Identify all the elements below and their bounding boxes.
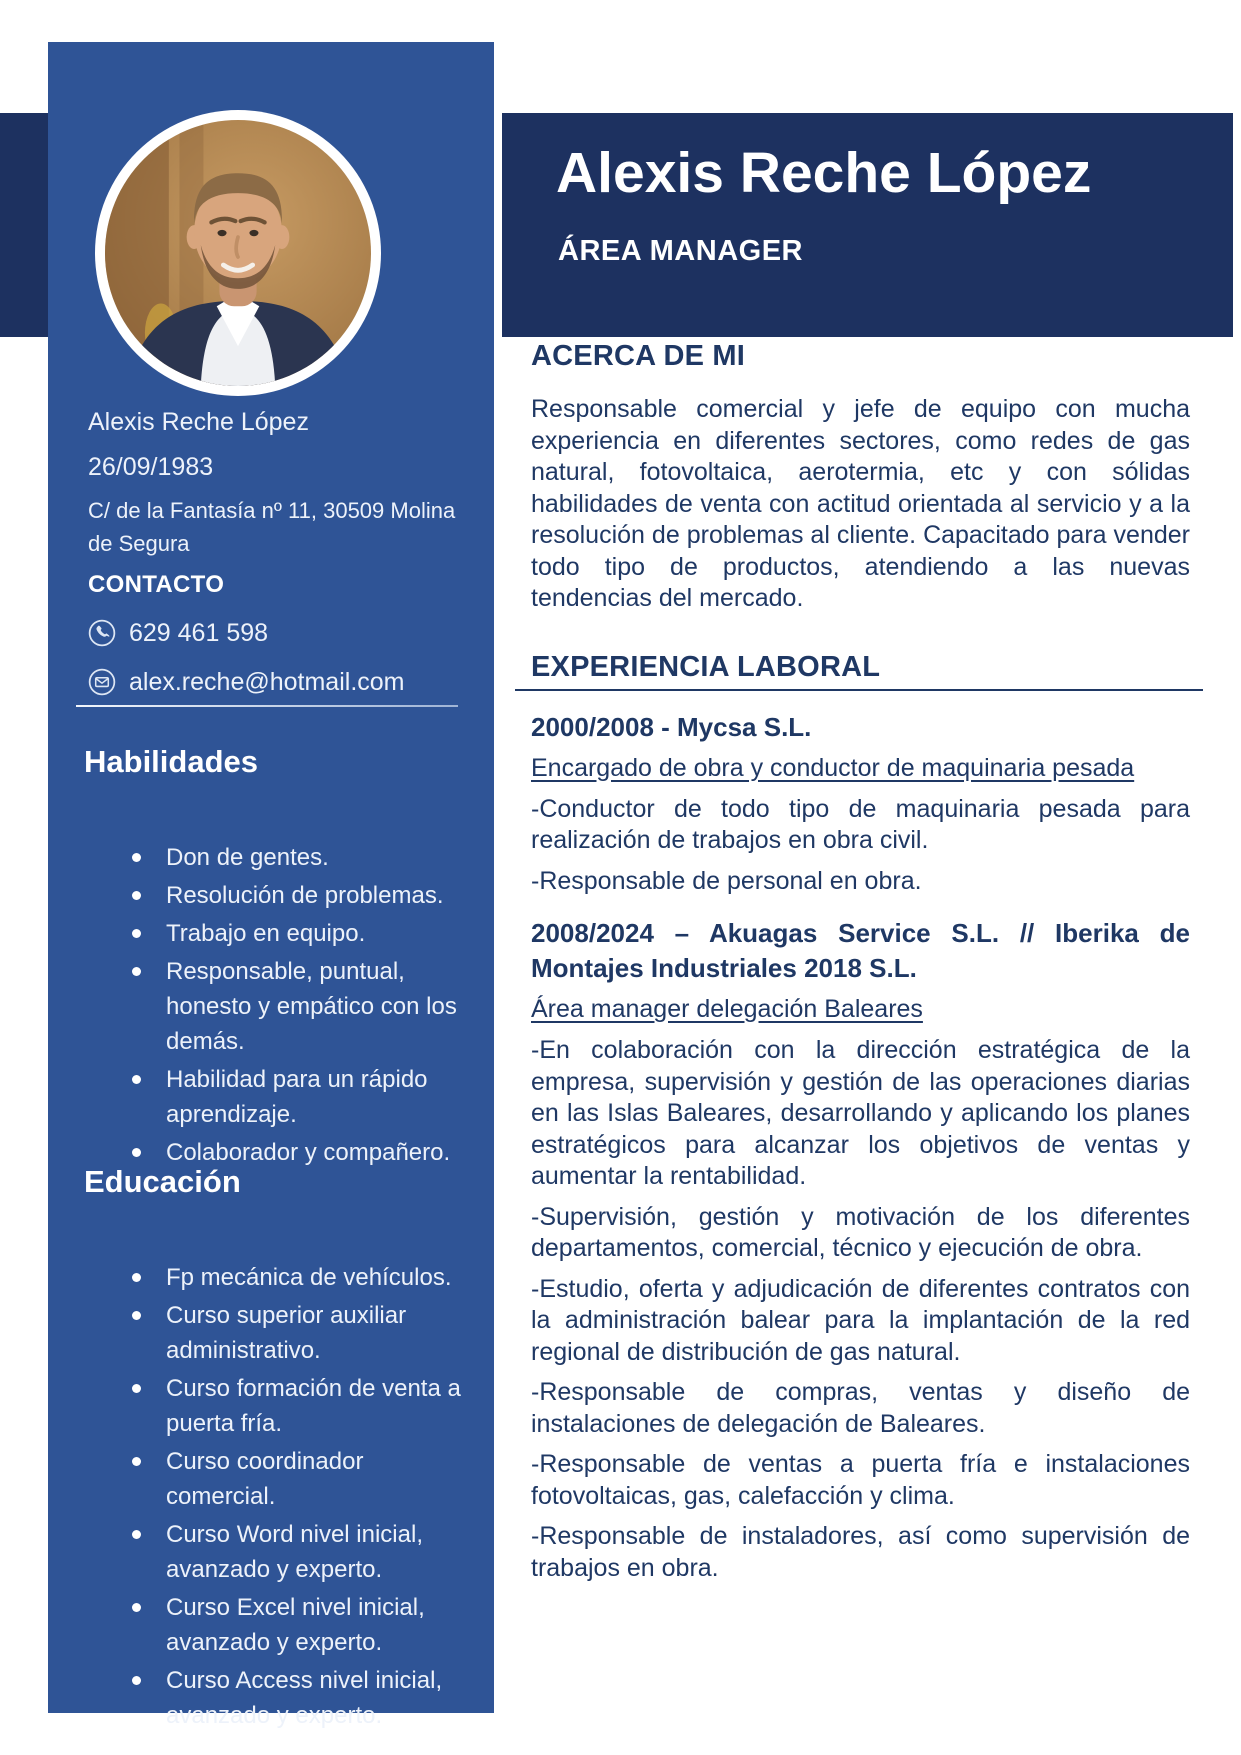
job-bullet: -Responsable de compras, ventas y diseño de instalaciones de delegación de Baleares.: [531, 1378, 1190, 1438]
list-item: Habilidad para un rápido aprendizaje.: [166, 1062, 478, 1132]
job-title-line: 2008/2024 – Akuagas Service S.L. // Iberika de: [531, 918, 1190, 948]
job-role-text: Área manager delegación Baleares: [531, 995, 923, 1023]
profile-photo-ring: [95, 110, 381, 396]
list-item: Curso Access nivel inicial, avanzado y experto.: [166, 1663, 478, 1733]
list-item: Curso Word nivel inicial, avanzado y experto.: [166, 1517, 478, 1587]
list-item: Resolución de problemas.: [166, 878, 478, 913]
list-item: Trabajo en equipo.: [166, 916, 478, 951]
profile-address: C/ de la Fantasía nº 11, 30509 Molina de Segura: [88, 498, 456, 556]
education-list: [80, 1260, 478, 1733]
job-bullet: -Responsable de personal en obra.: [531, 866, 922, 895]
contact-heading: CONTACTO: [88, 571, 225, 598]
about-body: Responsable comercial y jefe de equipo con mucha experiencia en diferentes sectores, como redes de gas natural, fotovoltaica, aerotermia, etc y con sólidas habilidades de venta con actitud orientada al servicio y a la resolución de problemas al cliente. Capacitado para vender todo tipo de productos, atendiendo a las nuevas tendencias del mercado.: [531, 395, 1190, 612]
experience-title: EXPERIENCIA LABORAL: [515, 651, 1203, 691]
education-title: Educación: [84, 1164, 241, 1199]
email-icon: [88, 668, 116, 696]
list-item: Curso coordinador comercial.: [166, 1444, 478, 1514]
job-entry: [531, 710, 1190, 898]
profile-info: [88, 406, 463, 715]
list-item: Curso superior auxiliar administrativo.: [166, 1298, 478, 1368]
portrait-illustration: [105, 120, 371, 386]
list-item: Responsable, puntual, honesto y empático con los demás.: [166, 954, 478, 1059]
sidebar: [48, 42, 502, 1729]
job-bullet: -Responsable de instaladores, así como supervisión de trabajos en obra.: [531, 1522, 1190, 1582]
profile-birthdate: 26/09/1983: [88, 453, 214, 481]
list-item: Colaborador y compañero.: [166, 1135, 478, 1170]
about-title: ACERCA DE MI: [531, 340, 745, 372]
job-bullet: -Conductor de todo tipo de maquinaria pesada para realización de trabajos en obra civil.: [531, 794, 1190, 854]
header-name: Alexis Reche López: [556, 141, 1092, 205]
job-bullet: -Responsable de ventas a puerta fría e instalaciones fotovoltaicas, gas, calefacción y clima.: [531, 1450, 1190, 1510]
job-period-company: [531, 710, 1190, 745]
job-bullet: -En colaboración con la dirección estratégica de la empresa, supervisión y gestión de las operaciones diarias en las Islas Baleares, desarrollando y aplicando los planes estratégicos para alcanzar los objetivos de ventas y aumentar la rentabilidad.: [531, 1036, 1190, 1190]
job-bullet: -Supervisión, gestión y motivación de los diferentes departamentos, comercial, técnico y ejecución de obra.: [531, 1202, 1190, 1262]
main-column: [531, 340, 1190, 1593]
profile-email: alex.reche@hotmail.com: [129, 668, 405, 696]
list-item: Curso Excel nivel inicial, avanzado y experto.: [166, 1590, 478, 1660]
profile-photo: [105, 120, 371, 386]
job-role-text: Encargado de obra y conductor de maquinaria pesada: [531, 753, 1135, 782]
skills-section: [80, 744, 478, 1173]
skills-list: [80, 840, 478, 1170]
list-item: Fp mecánica de vehículos.: [166, 1260, 478, 1295]
phone-row: [88, 617, 463, 649]
job-role: [531, 754, 1190, 783]
list-item: Don de gentes.: [166, 840, 478, 875]
profile-phone: 629 461 598: [129, 619, 269, 647]
job-bullet: -Estudio, oferta y adjudicación de diferentes contratos con la administración balear para la implantación de la red regional de distribución de gas natural.: [531, 1274, 1190, 1366]
phone-icon: [88, 619, 116, 647]
header-role: ÁREA MANAGER: [558, 235, 803, 267]
education-section: [80, 1164, 478, 1736]
sidebar-divider: [76, 705, 458, 707]
job-entry: [531, 916, 1190, 1584]
job-title-line: 2000/2008 - Mycsa S.L.: [531, 711, 812, 742]
list-item: Curso formación de venta a puerta fría.: [166, 1371, 478, 1441]
email-row: [88, 666, 463, 698]
skills-title: Habilidades: [84, 744, 258, 779]
job-title-line: Montajes Industriales 2018 S.L.: [531, 953, 917, 983]
profile-name: Alexis Reche López: [88, 408, 309, 436]
job-role: [531, 995, 1190, 1024]
job-period-company: [531, 916, 1190, 986]
